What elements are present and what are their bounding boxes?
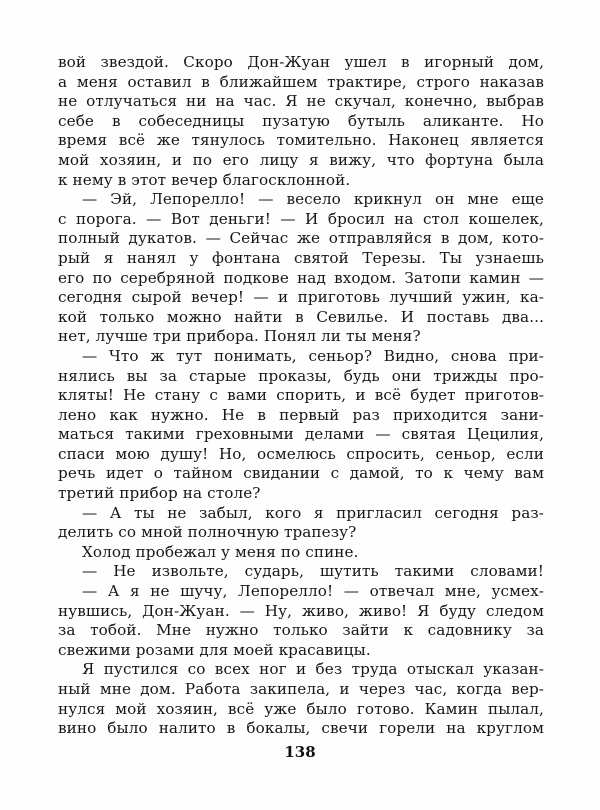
text-line: кляты! Не стану с вами спорить, и всё будет приготов- — [58, 386, 544, 405]
text-line: — А ты не забыл, кого я пригласил сегодня раз- — [82, 503, 544, 522]
text-line: — Что ж тут понимать, сеньор? Видно, снова при- — [82, 346, 544, 365]
text-line: за тобой. Мне нужно только зайти к садовнику за — [58, 621, 544, 640]
text-line: Холод пробежал у меня по спине. — [82, 542, 359, 561]
text-line: полный дукатов. — Сейчас же отправляйся в дом, кото- — [58, 229, 544, 248]
page-number: 138 — [284, 743, 316, 761]
text-line: — А я не шучу, Лепорелло! — отвечал мне, усмех- — [82, 582, 544, 601]
text-line: вино было налито в бокалы, свечи горели на круглом — [58, 719, 544, 738]
text-line: не отлучаться ни на час. Я не скучал, конечно, выбрав — [58, 92, 544, 111]
text-line: — Не извольте, сударь, шутить такими словами! — [82, 562, 544, 581]
text-line: — Эй, Лепорелло! — весело крикнул он мне еще — [82, 190, 544, 209]
text-line: третий прибор на столе? — [58, 484, 261, 503]
text-line: кой только можно найти в Севилье. И поставь два... — [58, 307, 544, 326]
text-line: ный мне дом. Работа закипела, и через час, когда вер- — [58, 680, 544, 698]
text-line: свежими розами для моей красавицы. — [58, 640, 371, 659]
text-line: рый я нанял у фонтана святой Терезы. Ты узнаешь — [58, 248, 544, 267]
text-line: с порога. — Вот деньги! — И бросил на стол кошелек, — [58, 209, 544, 228]
text-line: его по серебряной подкове над входом. Затопи камин — — [58, 268, 544, 287]
text-line: речь идет о тайном свидании с дамой, то к чему вам — [58, 464, 544, 483]
text-line: время всё же тянулось томительно. Наконец является — [58, 131, 544, 150]
text-line: к нему в этот вечер благосклонной. — [58, 170, 351, 189]
page-body-text — [58, 53, 544, 739]
text-line: нет, лучше три прибора. Понял ли ты меня? — [58, 327, 421, 346]
text-line: себе в собеседницы пузатую бутыль аликанте. Но — [58, 111, 544, 130]
text-line: нувшись, Дон-Жуан. — Ну, живо, живо! Я буду следом — [58, 601, 544, 620]
text-line: лено как нужно. Не в первый раз приходится зани- — [58, 405, 544, 424]
text-line: маться такими греховными делами — святая Цецилия, — [58, 425, 544, 444]
text-line: вой звездой. Скоро Дон-Жуан ушел в игорный дом, — [58, 53, 544, 71]
text-line: сегодня сырой вечер! — и приготовь лучший ужин, ка- — [58, 288, 544, 307]
text-line: мой хозяин, и по его лицу я вижу, что фортуна была — [58, 150, 544, 169]
text-line: а меня оставил в ближайшем трактире, строго наказав — [58, 72, 544, 91]
text-line: спаси мою душу! Но, осмелюсь спросить, сеньор, если — [58, 444, 544, 463]
text-line: Я пустился со всех ног и без труда отыскал указан- — [82, 660, 544, 679]
text-line: нялись вы за старые проказы, будь они трижды про- — [58, 366, 544, 385]
text-line: делить со мной полночную трапезу? — [58, 523, 357, 542]
text-line: нулся мой хозяин, всё уже было готово. Камин пылал, — [58, 699, 544, 718]
